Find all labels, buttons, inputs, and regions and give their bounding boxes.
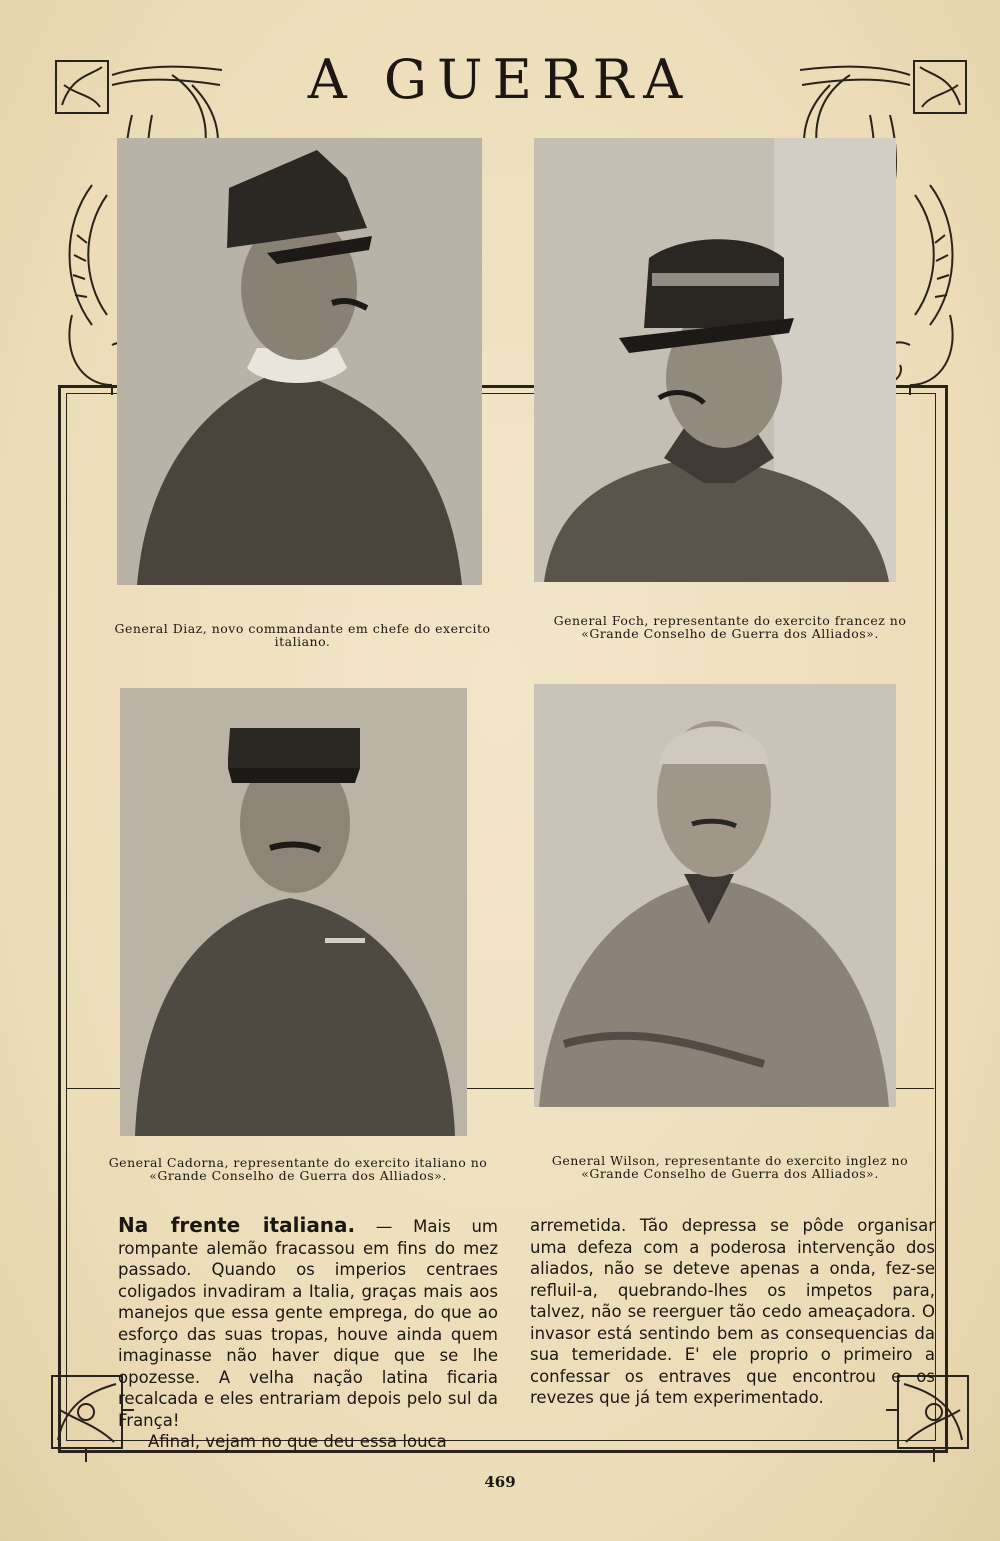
article-lead-heading: Na frente italiana. [118, 1213, 356, 1237]
article-column-1 [118, 1215, 498, 1453]
caption-general-wilson: General Wilson, representante do exercito inglez no «Grande Conselho de Guerra dos Alliados». [551, 1153, 909, 1181]
article-text-1: — Mais um rompante alemão fracassou em fins do mez passado. Quando os imperios centraes coligados invadiram a Italia, graças mais aos manejos que essa gente emprega, do que ao esforço das suas tropas, houve ainda quem imaginasse não haver dique que se lhe opozesse. A velha nação latina ficaria recalcada e eles entrariam depois pelo sul da França! [118, 1217, 499, 1430]
portrait-general-foch [534, 138, 896, 582]
article-column-2 [530, 1215, 935, 1409]
page-title: A GUERRA [307, 48, 693, 111]
portrait-general-cadorna [120, 688, 467, 1136]
article-paragraph-1 [118, 1215, 498, 1431]
caption-general-foch: General Foch, representante do exercito francez no «Grande Conselho de Guerra dos Alliados». [553, 613, 907, 641]
portrait-general-wilson [534, 684, 896, 1107]
portrait-general-diaz [117, 138, 482, 585]
page-number: 469 [484, 1473, 516, 1491]
article-paragraph-2: Afinal, vejam no que deu essa louca [148, 1432, 447, 1451]
article-paragraph-3: arremetida. Tão depressa se pôde organisar uma defeza com a poderosa intervenção dos aliados, não se deteve apenas a onda, fez-se refluil-a, quebrando-lhes os impetos para, talvez, não se reerguer tão cedo ameaçadora. O invasor está sentindo bem as consequencias da sua temeridade. E' ele proprio o primeiro a confessar os entraves que encontrou e os revezes que já tem experimentado. [530, 1216, 935, 1407]
caption-general-cadorna: General Cadorna, representante do exercito italiano no «Grande Conselho de Guerra dos Alliados». [108, 1155, 488, 1183]
caption-general-diaz: General Diaz, novo commandante em chefe do exercito italiano. [114, 621, 491, 649]
